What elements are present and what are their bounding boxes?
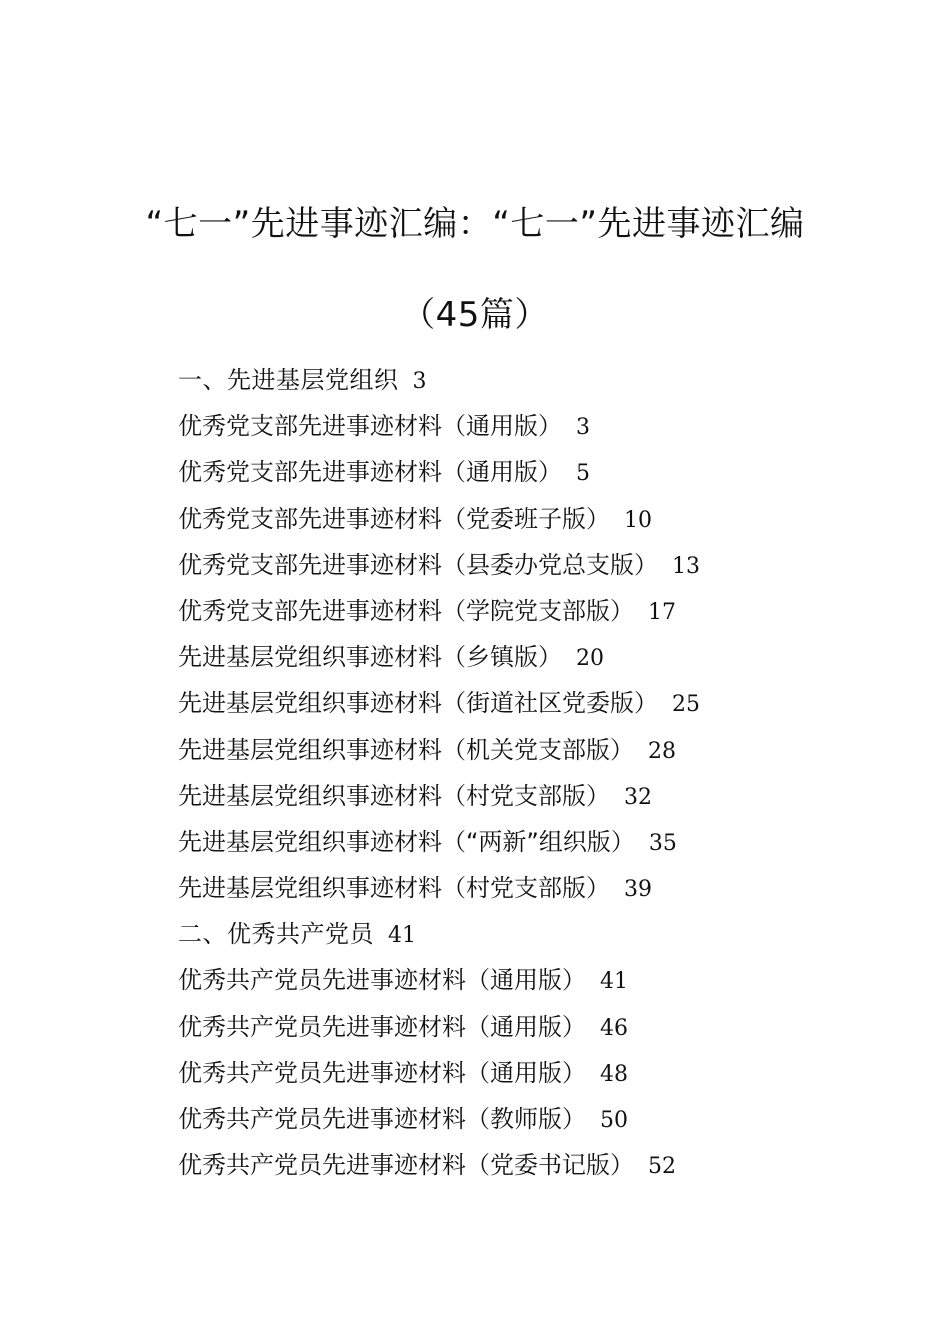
toc-entry-label: 优秀共产党员先进事迹材料（通用版） — [178, 1058, 586, 1087]
toc-entry-page: 28 — [648, 738, 676, 764]
toc-entry-page: 52 — [648, 1154, 676, 1180]
table-of-contents — [178, 357, 878, 1188]
toc-entry[interactable] — [178, 496, 878, 542]
toc-entry-label: 一、先进基层党组织 — [178, 366, 399, 394]
toc-entry[interactable] — [178, 634, 878, 680]
toc-entry-page: 50 — [600, 1108, 628, 1133]
toc-entry-page: 3 — [412, 369, 427, 394]
toc-entry-page: 41 — [388, 923, 416, 949]
toc-entry-label: 先进基层党组织事迹材料（机关党支部版） — [178, 735, 634, 764]
toc-entry[interactable] — [178, 957, 878, 1003]
toc-entry-label: 先进基层党组织事迹材料（街道社区党委版） — [178, 689, 658, 718]
toc-entry-label: 优秀党支部先进事迹材料（县委办党总支版） — [178, 550, 658, 579]
toc-entry[interactable] — [178, 865, 878, 911]
toc-entry-label: 优秀党支部先进事迹材料（党委班子版） — [178, 504, 610, 533]
toc-entry[interactable] — [178, 588, 878, 634]
toc-entry-page: 32 — [624, 784, 652, 810]
toc-entry-page: 10 — [624, 507, 652, 533]
toc-section-heading[interactable] — [178, 911, 878, 957]
toc-entry[interactable] — [178, 1142, 878, 1188]
toc-entry[interactable] — [178, 680, 878, 726]
toc-entry[interactable] — [178, 727, 878, 773]
toc-entry-label: 先进基层党组织事迹材料（村党支部版） — [178, 781, 610, 810]
document-subtitle-count: （45篇） — [401, 295, 549, 335]
toc-entry-label: 优秀共产党员先进事迹材料（通用版） — [178, 966, 586, 995]
toc-entry[interactable] — [178, 542, 878, 588]
toc-entry-label: 先进基层党组织事迹材料（“两新”组织版） — [178, 827, 635, 856]
toc-entry[interactable] — [178, 773, 878, 819]
toc-entry[interactable] — [178, 449, 878, 495]
toc-entry-page: 39 — [624, 877, 652, 903]
toc-entry-label: 二、优秀共产党员 — [178, 920, 374, 949]
toc-entry-page: 48 — [600, 1061, 628, 1087]
toc-entry[interactable] — [178, 819, 878, 865]
toc-section-heading[interactable] — [178, 357, 878, 403]
toc-entry-page: 25 — [672, 692, 700, 718]
document-title: “七一”先进事迹汇编：“七一”先进事迹汇编 — [145, 204, 805, 244]
toc-entry-label: 先进基层党组织事迹材料（乡镇版） — [178, 643, 562, 672]
toc-entry-page: 17 — [648, 599, 676, 625]
toc-entry-page: 35 — [648, 830, 677, 856]
toc-entry-page: 20 — [576, 646, 604, 672]
toc-entry[interactable] — [178, 1096, 878, 1142]
toc-entry-label: 优秀共产党员先进事迹材料（教师版） — [178, 1105, 586, 1133]
toc-entry-label: 优秀党支部先进事迹材料（学院党支部版） — [178, 596, 634, 625]
toc-entry-page: 3 — [576, 415, 590, 441]
toc-entry-page: 5 — [576, 461, 590, 487]
toc-entry-page: 46 — [600, 1015, 628, 1041]
toc-entry-label: 先进基层党组织事迹材料（村党支部版） — [178, 874, 610, 903]
toc-entry[interactable] — [178, 1050, 878, 1096]
toc-entry-page: 41 — [600, 969, 628, 995]
toc-entry-label: 优秀党支部先进事迹材料（通用版） — [178, 412, 562, 441]
toc-entry-label: 优秀党支部先进事迹材料（通用版） — [178, 458, 562, 487]
toc-entry-label: 优秀共产党员先进事迹材料（党委书记版） — [178, 1151, 634, 1180]
toc-entry-label: 优秀共产党员先进事迹材料（通用版） — [178, 1012, 586, 1041]
toc-entry[interactable] — [178, 1004, 878, 1050]
toc-entry-page: 13 — [672, 553, 700, 579]
toc-entry[interactable] — [178, 403, 878, 449]
